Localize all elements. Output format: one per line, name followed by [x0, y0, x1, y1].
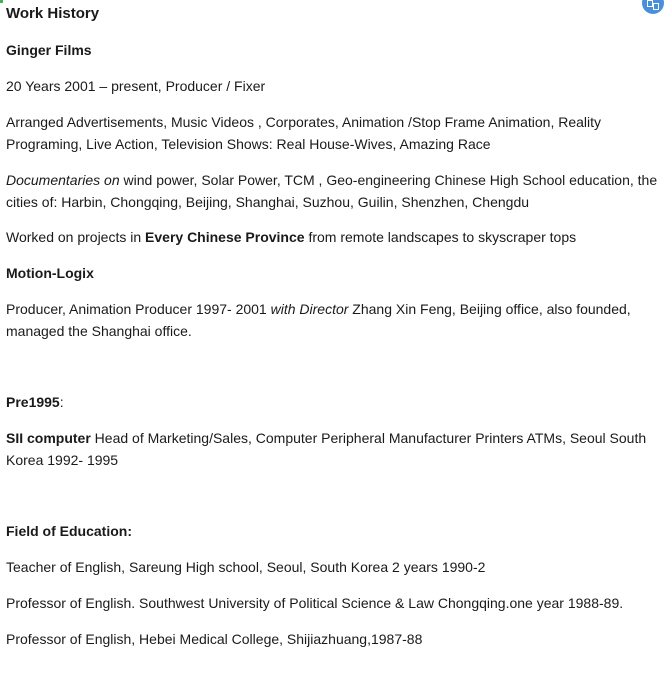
- documentaries-label: Documentaries on: [6, 172, 120, 188]
- ginger-films-tenure: 20 Years 2001 – present, Producer / Fixer: [6, 78, 266, 94]
- motion-logix-role-prefix: Producer, Animation Producer 1997- 2001: [6, 301, 271, 317]
- motion-logix-role-suffix: Zhang Xin Feng, Beijing office, also founded, managed the Shanghai office.: [6, 301, 631, 339]
- pre1995-entry: [6, 427, 662, 471]
- sii-computer-detail: Head of Marketing/Sales, Computer Peripheral Manufacturer Printers ATMs, Seoul South Korea 1992- 1995: [6, 430, 647, 468]
- sii-computer-company: SII computer: [6, 430, 91, 446]
- ginger-films-projects: [6, 226, 662, 248]
- translate-icon[interactable]: [642, 0, 664, 14]
- work-history-heading: Work History: [6, 5, 100, 22]
- education-item: Professor of English. Southwest University of Political Science & Law Chongqing.one year 1988-89.: [6, 595, 624, 611]
- pre1995-colon: :: [59, 394, 64, 410]
- education-heading: Field of Education:: [6, 523, 132, 539]
- ginger-films-arranged: Arranged Advertisements, Music Videos , Corporates, Animation /Stop Frame Animation, Reality Programing, Live Action, Television Shows: Real House-Wives, Amazing Race: [6, 114, 602, 152]
- projects-suffix: from remote landscapes to skyscraper tops: [304, 229, 577, 245]
- motion-logix-role: [6, 298, 662, 342]
- pre1995-label: Pre1995: [6, 394, 60, 410]
- projects-highlight: Every Chinese Province: [145, 229, 305, 245]
- projects-prefix: Worked on projects in: [6, 229, 146, 245]
- company-motion-logix: Motion-Logix: [6, 265, 94, 281]
- company-ginger-films: Ginger Films: [6, 42, 92, 58]
- education-item: Teacher of English, Sareung High school, Seoul, South Korea 2 years 1990-2: [6, 559, 486, 575]
- pre1995-heading: [6, 391, 662, 413]
- motion-logix-role-italic: with Director: [270, 301, 349, 317]
- education-item: Professor of English, Hebei Medical College, Shijiazhuang,1987-88: [6, 631, 423, 647]
- ginger-films-documentaries: [6, 169, 662, 213]
- corner-marker: [0, 0, 3, 3]
- documentaries-topics: wind power, Solar Power, TCM , Geo-engineering Chinese High School education, the cities of: Harbin, Chongqing, Beijing, Shanghai, Suzhou, Guilin, Shenzhen, Chengdu: [6, 172, 658, 210]
